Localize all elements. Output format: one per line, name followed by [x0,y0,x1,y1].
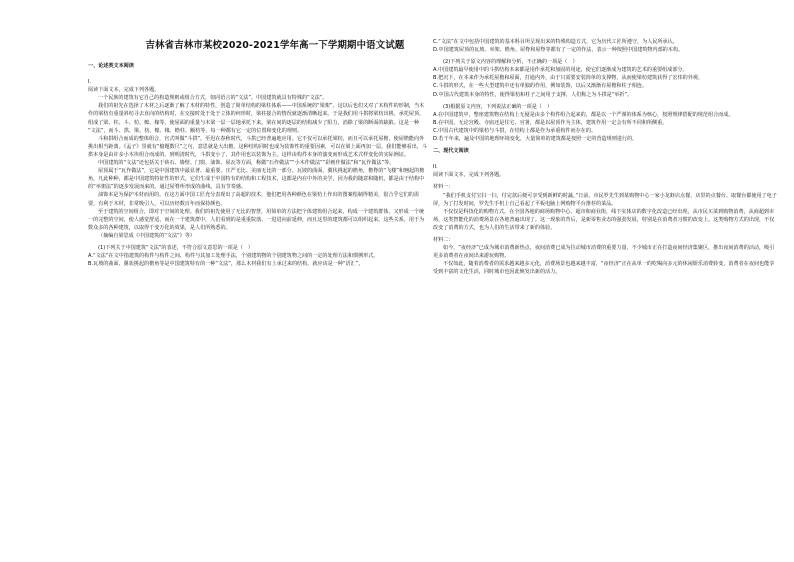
option-text: B.瓦坡的曲面、翼状挑起的檐角等是中国建筑特有的一种“文法”，那么木材我们有上承过来的结构，就应该是一种“语汇”。 [88,261,364,268]
paragraph: 斗和拱组合而成的整体组合，官式叫做“斗拱”。至迟在春秋时代，斗拱已经普遍地应用。它不仅可以承托梁枋，而且可以承托屋檐，使屋檐能向外挑出相当距离。《孟子》里就有“榱题数尺”之句，意思就是大出檐。这种结构同时也成为装饰性的重要因素，可以在梁上面再加一层。我们能够看出，斗拱本身是由许多小木块组合而成的。到明清时代，斗拱变小了，其作用也以装饰为主。这样由构件本身的演变而形成艺术式样变化的实际例证。 [88,135,427,158]
paragraph: 屋顶属于“瓦作做法”，它是中国建筑中最显著、最重要、庄严无比、美丽无比的一部分。瓦坡的曲面，翼状挑起的檐角，檐脊的“飞楼”和翘起的檐角，凡此种种，都是中国建筑特征性的形式。它们生成于中国特有的结构和工程技术，这都是内在中外的美学，因为我的随意和随机，都是由于结构中的“举架法”的逐步发展而来的。通过屋脊所形成的曲线，具有节奏感。 [88,168,425,191]
section-heading-2: 二、现代文阅读 [433,148,469,155]
option-text: A.“文法”在文中指建筑的构件与构件之间、构件与其加工处理手法，个别建筑物的个别建筑物之间的一定的处理方法和惯例形式。 [88,253,379,260]
paragraph: “我们手机支付宝扫一扫，付完款后便可享受到新鲜的时蔬。”日前，市民罗先生到某购物中心一家小龙虾店点餐，店里的点餐台、取餐台都使用了电子屏，为了打发时间，罗先生手机上自己看起了平板电脑上网购物平台推荐的菜品。 [433,192,777,207]
paragraph: 不仅如此，随着消费者的需求越来越多元化，消费场景也越来越丰富，“夜经济”正在从单一的吃喝向多元的休闲娱乐消费转变，消费者在夜间也能享受到丰富的文化生活，同时城市也因此焕发出新的活力。 [433,261,775,276]
paragraph: 不仅仅是科技化的购物方式，在全国各地的商场购物中心、超市和商业街，线下实体店的数字化改造已经出现，从市民买菜到购物消费，从商超到市场，这类智能化的消费场景在各地普遍出现了。这一现象的背后，是新零售业态的强劲发展，特别是在消费者习惯的改变上。这类购物方式的出现，不仅改变了消费的方式，也为人们的生活带来了新的体验。 [433,208,775,231]
option-text: D.中国古代建筑本身的特性，使得梁枋和柱子之间用于支撑，人们称之为斗拱是“举折”。 [433,91,633,98]
material-label: 材料一： [433,184,454,191]
section-heading-1: 一、论述类文本阅读 [88,63,134,69]
question-text: (2)下列关于原文内容的理解和分析，不正确的一项是（ ） [443,59,578,66]
reading-intro: 阅读下面文本，完成下列各题。 [88,87,160,94]
question-number: I. [88,79,92,86]
question-text: (1)下列关于中国建筑“文法”的表述，不符合原文意思的一项是（ ） [98,244,254,251]
right-column [433,38,778,276]
option-text: D.中国建筑屋顶的瓦坡、举架、檐角、屋脊和屋脊等都有了一定的作法，表示一种按照中国建筑物内部的木构。 [433,47,684,54]
option-text: C.斗拱的形式，在一些大型建筑中还有单独的作用，例如装饰，以后又渐渐有屋檐和柱子相连。 [433,83,648,90]
option-text: C.“文法”在文中包括中国建筑的基本科目所呈现出来的特殊构造方式，它为历代工匠所遵守，为人民所承认。 [433,39,678,45]
option-text: B.在中国，无论宫殿、寺庙还是住宅、官署，都是以屋顶作为主体，建筑作用一定会有所不同和所侧重。 [433,119,668,126]
reading-intro: 阅读下面文本，完成下列各题。 [433,172,505,179]
option-text: A.在中国建筑中，整座建筑物在结构上无疑是由多个构件组合起来的，都是以一个严谨的体系为核心，按照规律搭配的规范组合而成。 [433,111,734,118]
paragraph: 油饰本是为保护木材而用的。在这方面中国工匠充分表现出了高超的技术。他们把用各种颜色在梁枋上作出的图案绘制得精美，很合乎它们的需要，有利于木材，非常吸引人，可以历经数百年而保持颜色。 [88,192,419,207]
paragraph: 如今，“夜经济”已成为城市消费新热点，夜间消费已成为拉动城市消费的重要力量，不少城市正在打造夜间经济集聚区，推出夜间消费的活动，吸引更多消费者在夜间出来游玩购物。 [433,245,775,260]
paragraph: “文法”，而斗、拱、梁、枋、檩、椽、檐柱、额枋等，每一种都有它一定的位置和变化的规则。 [88,127,303,134]
paragraph: 一个民族的建筑有它自己的构造规则或组合方式，如同语言的“文法”。中国建筑就具有特殊的“文法”。 [98,95,328,102]
document-title: 吉林省吉林市某校2020-2021学年高一下学期期中语文试题 [145,40,405,51]
question-text: (3)根据原文内容，下列说法正确的一项是（ ） [443,103,553,110]
option-text: D.若干年来，遍及中国的地理环境变化，大量简单的建筑都是按照一定的营造规则进行的。 [433,136,638,143]
paragraph: 至于建筑的空间组合，即对于空间的处理。我们的祖先使用了无比的智慧，用简单的方法把个体建筑组合起来，构成一个建筑群体，又形成一个统一的完整的空间，使人感觉舒适，而在一个建筑群中，人们看到的是重重院落，一进进向前延伸，而且这里的建筑都可以组织起来。这些关系，用于为数众多的各种建筑，以取得千变万化的效果，是人们所熟悉的。 [88,208,425,231]
paragraph: 我们的祖先在选择了木材之后逐渐了解了木材的特性，创造了简单结构的梁柱体系——中国系统的“梁架”，这以后也们又对了木构件的形制，当木作的梁枋有重量斜枋寻去直向的结构时，在交接时处于处于立体的何形时，梁柱接合的情况就逐渐清晰起来。于是我们用斗拱将梁枋出挑，承托屋顶，组成了梁、柱、斗、枋、檩、椽等。使屋面的重量与木梁一层一层地承托下来。梁在间的逐层的结构减少了阻力，消除了梁的断面的缺陷。这是一种 [88,103,425,126]
question-number: II. [433,164,438,171]
left-column [88,62,428,268]
material-label: 材料二： [433,236,454,243]
option-text: A.中国建筑最早使用中的斗拱结构本来都是用作承托和加固的用途，使它们逐渐成为建筑的艺术的重要组成部分。 [433,67,688,74]
option-text: B.把沉下，在本来作为承托屋檐和屋面，打通内外，由于只需要安装简单的支撑物，从而使梁枋建筑获得了宏伟的外观。 [433,75,703,82]
paragraph: 中国建筑的“文法”还包括关于砖石、墙壁、门窗、油饰、屋瓦等方面，称做“石作做法”“小木作做法”“彩画作做法”和“瓦作做法”等。 [98,160,395,167]
option-text: C.中国古代建筑中的梁枋与斗拱，在结构上都是作为承重构件而存在的。 [433,127,597,134]
source-citation: （摘编自梁思成《中国建筑的“文法”》等） [98,232,195,239]
